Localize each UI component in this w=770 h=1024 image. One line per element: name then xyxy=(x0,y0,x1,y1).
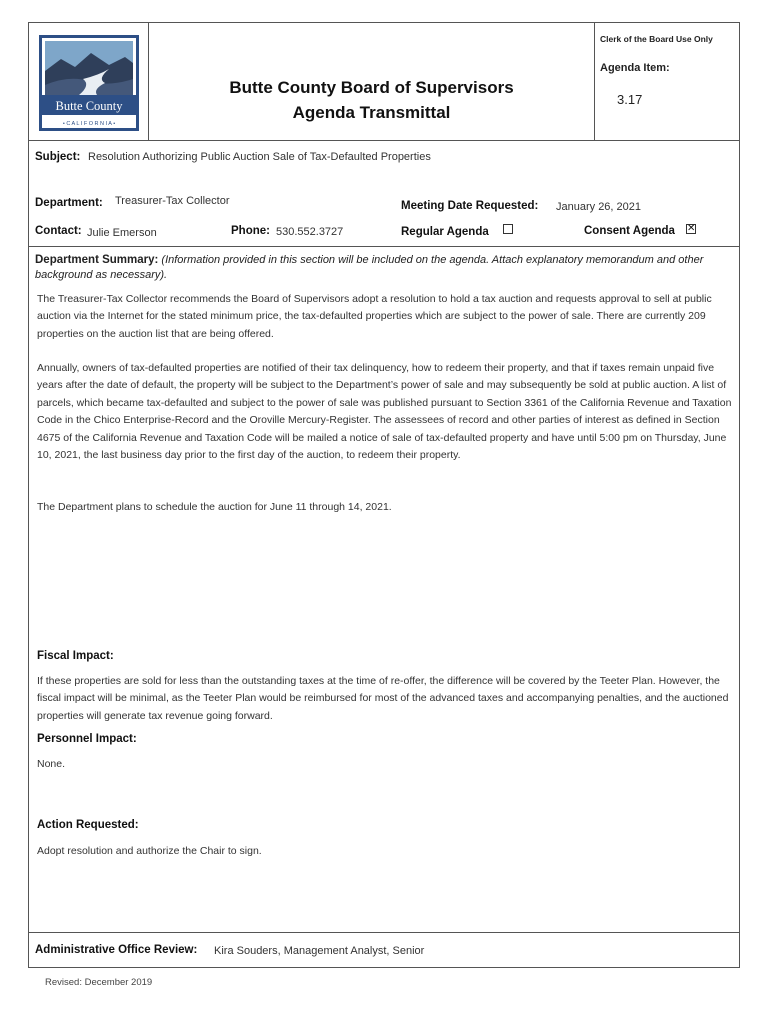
meeting-date-label: Meeting Date Requested: xyxy=(401,200,539,212)
department-label: Department: xyxy=(35,197,103,209)
fiscal-impact-label: Fiscal Impact: xyxy=(37,650,114,662)
consent-agenda-label: Consent Agenda xyxy=(584,225,675,237)
summary-note: (Information provided in this section will be included on the agenda. Attach explanatory memorandum and other background as necessary). xyxy=(35,254,704,281)
personnel-impact-label: Personnel Impact: xyxy=(37,733,137,745)
logo-cell xyxy=(28,22,149,140)
department-value: Treasurer-Tax Collector xyxy=(115,195,230,207)
subject-value: Resolution Authorizing Public Auction Sale of Tax-Defaulted Properties xyxy=(88,151,431,163)
contact-label: Contact: xyxy=(35,225,82,237)
header-divider xyxy=(28,140,740,141)
personnel-impact-text: None. xyxy=(37,758,66,770)
logo-subtext: • C A L I F O R N I A • xyxy=(62,121,116,127)
admin-divider xyxy=(28,932,740,933)
summary-divider xyxy=(28,246,740,247)
admin-review-label: Administrative Office Review: xyxy=(35,944,198,956)
agenda-item-label: Agenda Item: xyxy=(600,62,670,74)
logo-text: Butte County xyxy=(55,99,123,113)
admin-review-value: Kira Souders, Management Analyst, Senior xyxy=(214,945,425,957)
revised-note: Revised: December 2019 xyxy=(45,977,153,988)
phone-label: Phone: xyxy=(231,225,270,237)
summary-paragraph-1: The Treasurer-Tax Collector recommends the Board of Supervisors adopt a resolution to hold a tax auction and requests approval to sell at public auction via the Internet for the stated minimum price, the tax-defaulted properties which are subject to the power of sale. There are currently 209 properties on the auction list that are being offered. xyxy=(37,293,712,340)
action-requested-text: Adopt resolution and authorize the Chair to sign. xyxy=(37,845,262,857)
summary-paragraph-3: The Department plans to schedule the auction for June 11 through 14, 2021. xyxy=(37,501,392,513)
fiscal-impact-text: If these properties are sold for less than the outstanding taxes at the time of re-offer, the difference will be covered by the Teeter Plan. However, the fiscal impact will be minimal, as the Teeter Plan would be reimbursed for most of the advanced taxes and accompanying penalties, and the auctioned properties will generate tax revenue going forward. xyxy=(37,675,729,722)
regular-agenda-label: Regular Agenda xyxy=(401,226,489,238)
summary-label: Department Summary: xyxy=(35,254,159,266)
agenda-item-value: 3.17 xyxy=(617,92,643,107)
butte-county-logo xyxy=(39,35,139,131)
meeting-date-value: January 26, 2021 xyxy=(556,201,642,213)
title-cell xyxy=(149,22,595,140)
consent-agenda-checkbox[interactable]: ✕ xyxy=(687,223,696,234)
summary-heading xyxy=(35,253,725,283)
summary-paragraph-2: Annually, owners of tax-defaulted properties are notified of their tax delinquency, how to redeem their property, and that if taxes remain unpaid five years after the date of default, the property will be subject to the Department’s power of sale and may subsequently be sold at public auction. A list of parcels, which became tax-defaulted and subject to the power of sale was published pursuant to Section 3361 of the California Revenue and Taxation Code in the Chico Enterprise-Record and the Oroville Mercury-Register. The assessees of record and other parties of interest as defined in Section 4675 of the California Revenue and Taxation Code will be mailed a notice of sale of tax-defaulted property and have until 5:00 pm on Thursday, June 10, 2021, the last business day prior to the first day of the auction, to redeem their property. xyxy=(37,362,732,462)
page-subtitle: Agenda Transmittal xyxy=(292,103,451,122)
page-title: Butte County Board of Supervisors xyxy=(229,78,514,97)
phone-value: 530.552.3727 xyxy=(276,226,344,238)
action-requested-label: Action Requested: xyxy=(37,819,139,831)
regular-agenda-checkbox[interactable] xyxy=(503,224,513,234)
clerk-use-note: Clerk of the Board Use Only xyxy=(600,34,713,44)
contact-value: Julie Emerson xyxy=(87,227,157,239)
clerk-cell xyxy=(595,22,740,140)
subject-label: Subject: xyxy=(35,151,81,163)
